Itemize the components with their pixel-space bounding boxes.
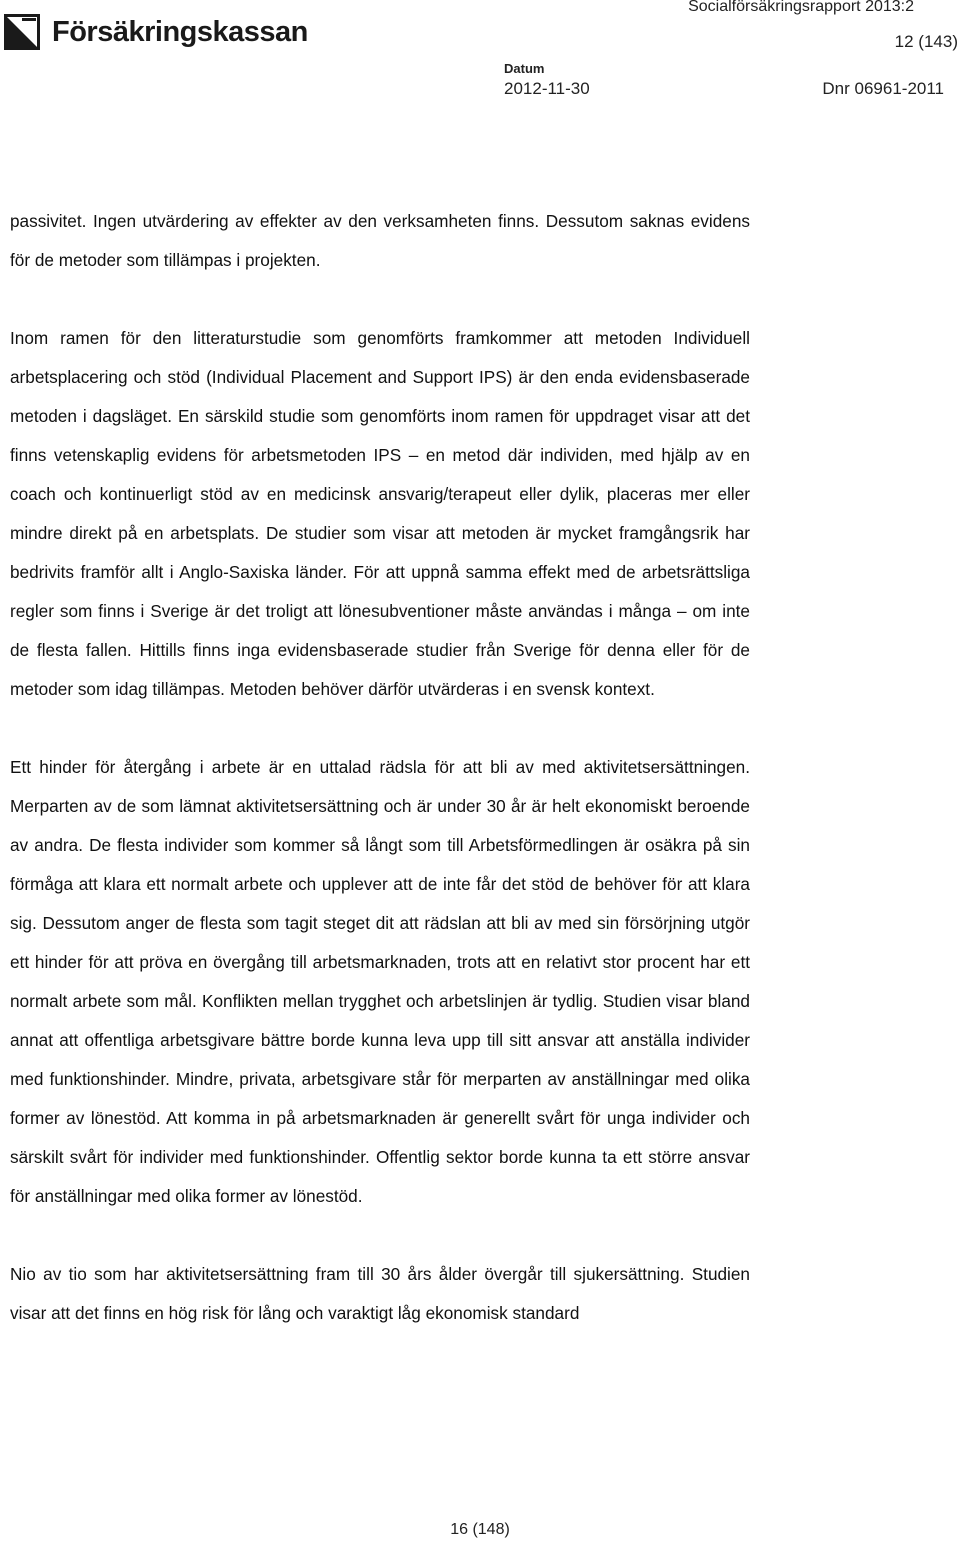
footer-page-number: 16 (148) bbox=[450, 1521, 510, 1538]
paragraph: Inom ramen för den litteraturstudie som genomförts framkommer att metoden Individuell arbetsplacering och stöd (Individual Placement and Support IPS) är den enda evidensbaserade metoden i dagsläget. En särskild studie som genomförts inom ramen för uppdraget visar att det finns vetenskaplig evidens för arbetsmetoden IPS – en metod där individen, med hjälp av en coach och kontinuerligt stöd av en medicinsk ansvarig/terapeut eller dylik, placeras mer eller mindre direkt på en arbetsplats. De studier som visar att metoden är mycket framgångsrik har bedrivits framför allt i Anglo-Saxiska länder. För att uppnå samma effekt med de arbetsrättsliga regler som finns i Sverige är det troligt att lönesubventioner måste användas i många – om inte de flesta fallen. Hittills finns inga evidensbaserade studier från Sverige för denna eller för de metoder som idag tillämpas. Metoden behöver därför utvärderas i en svensk kontext. bbox=[10, 328, 750, 699]
paragraph: passivitet. Ingen utvärdering av effekter av den verksamheten finns. Dessutom saknas evidens för de metoder som tillämpas i projekten. bbox=[10, 211, 750, 270]
date-label: Datum bbox=[504, 61, 545, 76]
date-value: 2012-11-30 bbox=[504, 79, 590, 98]
logo-text: Försäkringskassan bbox=[52, 15, 308, 48]
report-title: Socialförsäkringsrapport 2013:2 bbox=[688, 0, 914, 15]
diary-number: Dnr 06961-2011 bbox=[822, 79, 944, 98]
paragraph: Nio av tio som har aktivitetsersättning fram till 30 års ålder övergår till sjukersättning. Studien visar att det finns en hög risk för lång och varaktigt låg ekonomisk standard bbox=[10, 1264, 750, 1323]
document-body bbox=[10, 202, 750, 1333]
logo bbox=[4, 14, 308, 50]
forsakringskassan-logo-icon bbox=[4, 14, 40, 50]
page-counter: 12 (143) bbox=[894, 32, 958, 51]
paragraph: Ett hinder för återgång i arbete är en uttalad rädsla för att bli av med aktivitetsersättningen. Merparten av de som lämnat aktivitetsersättning och är under 30 år är helt ekonomiskt beroende av andra. De flesta individer som kommer så långt som till Arbetsförmedlingen är osäkra på sin förmåga att klara ett normalt arbete och upplever att de inte får det stöd de behöver för att klara sig. Dessutom anger de flesta som tagit steget dit att rädslan att bli av med sin försörjning utgör ett hinder för att pröva en övergång till arbetsmarknaden, trots att en relativt stor procent har ett normalt arbete som mål. Konflikten mellan trygghet och arbetslinjen är tydlig. Studien visar bland annat att offentliga arbetsgivare bättre borde kunna leva upp till sitt ansvar att anställa individer med funktionshinder. Mindre, privata, arbetsgivare står för merparten av anställningar med olika former av lönestöd. Att komma in på arbetsmarknaden är generellt svårt för unga individer och särskilt svårt för individer med funktionshinder. Offentlig sektor borde kunna ta ett större ansvar för anställningar med olika former av lönestöd. bbox=[10, 757, 750, 1206]
